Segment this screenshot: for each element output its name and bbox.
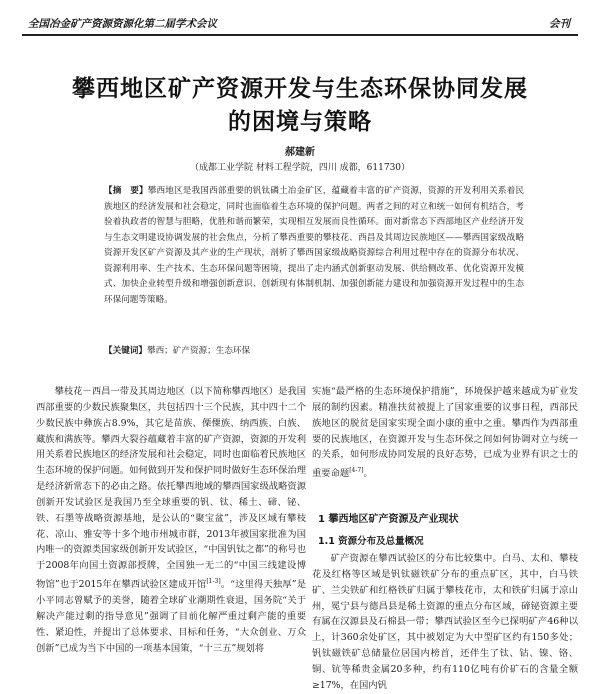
running-header bbox=[22, 12, 578, 36]
citation-1-3: [1-3] bbox=[206, 578, 221, 586]
intro-continuation-text: 实施“最严格的生态环境保护措施”，环境保护越来越成为矿业发展的制约因素。精准扶贫被提上了国家重要的议事日程，西部民族地区的脱贫是国家实现全面小康的重中之重。攀西作为西部重要的民族地区，在资源开发与生态环保之间如何协调对立与统一的关系，如何形成协同发展的良好态势，已成为业界有识之士的重要命题 bbox=[312, 386, 578, 480]
intro-text-part2: 。“这里得天独厚”是小平同志曾赋予的美誉，随着全球矿业潮期性衰退，国务院“关于解决产能过剩的指导意见”强调了目前化解严重过剩产能的重要性、紧迫性，并提出了总体要求、目标和任务，“大众创业、万众创新”已成为当下中国的一项基本国策，“十三五”规划将 bbox=[36, 579, 306, 654]
intro-continuation: 实施“最严格的生态环境保护措施”，环境保护越来越成为矿业发展的制约因素。精准扶贫被提上了国家重要的议事日程，西部民族地区的脱贫是国家实现全面小康的重中之重。攀西作为西部重要的民族地区，在资源开发与生态环保之间如何协调对立与统一的关系，如何形成协同发展的良好态势，已成为业界有识之士的重要命题[4-7]。 bbox=[312, 386, 578, 480]
author-name: 郝建新 bbox=[285, 147, 315, 158]
author-affiliation: （成都工业学院 材料工程学院，四川 成都，611730） bbox=[189, 163, 411, 173]
paper-title-line1: 攀西地区矿产资源开发与生态环保协同发展 bbox=[72, 76, 528, 102]
paper-title-line2: 的困境与策略 bbox=[228, 109, 372, 135]
abstract bbox=[104, 184, 524, 308]
keywords bbox=[104, 344, 524, 356]
keywords-tag: 【关键词】 bbox=[104, 346, 147, 356]
section-1-1-paragraph: 矿产资源在攀西试验区的分布比较集中。白马、太和、攀枝花及红格等区域是钒钛磁铁矿分布的重点矿区，其中，白马铁矿、兰尖铁矿和红格铁矿归属于攀枝花市，太和铁矿归属于凉山州，冕宁县与德昌县是稀土资源的重点分布区域，碲铋资源主要有属在汉源县及石棉县一带；攀西试验区至今已探明矿产46种以上，计360余处矿区，其中被划定为大中型矿区约有150多处；钒钛磁铁矿总储量位居国内榜首，还伴生了钛、钴、镍、铬、铜、钪等稀贵金属20多种，约有110亿吨有价矿石的含量全额≥17%，在国内钒 bbox=[312, 553, 578, 691]
keywords-text: 攀西；矿产资源；生态环保 bbox=[146, 346, 251, 356]
body-column-right-top bbox=[312, 384, 578, 482]
abstract-text: 攀西地区是我国西部重要的钒钛磷土冶金矿区，蕴藏着丰富的矿产资源，资源的开发利用关系着民族地区的经济发展和社会稳定，同时也面临着生态环境的保护问题。两者之间的对立和统一如何有机结合，考验着执政者的智慧与胆略，优胜和谐而繁荣，实现相互发展而良性循环。面对新常态下西部地区产业经济开发与生态文明建设协调发展的社会焦点，分析了攀西重要的攀枝花、西昌及其周边民族地区——攀西国家级战略资源开发区矿产资源及其产业的生产现状，剖析了攀西国家级战略资源综合利用过程中存在的资源分布状况、资源利用率、生产技术、生态环保问题等困境，提出了走内涵式创新驱动发展、供给侧改革、优化资源开发模式、加快企业转型升级和增强创新意识、创新现有体制机制、加强创新能力建设和加强资源开发过程中的生态环保问题等策略。 bbox=[104, 186, 524, 305]
section-heading-1: 1 攀西地区矿产资源及产业现状 bbox=[318, 514, 459, 525]
body-column-right-bottom bbox=[312, 551, 578, 694]
intro-text-part1: 攀枝花－西昌一带及其周边地区（以下简称攀西地区）是我国西部重要的少数民族聚集区，共包括四十三个民族，其中四十二个少数民族中彝族占8.9%，其它是苗族、傈僳族、纳西族、白族、藏族和满族等。攀西大裂谷蕴藏着丰富的矿产资源，资源的开发利用关系着民族地区的经济发展和社会稳定，同时也面临着民族地区生态环境的保护问题。如何做到开发和保护同时做好生态环保治理是经济新常态下的必由之路。依托攀西地域的攀西国家级战略资源创新开发试验区是我国乃至全球重要的钒、钛、稀土、碲、铋、铁、石墨等战略资源基地，是公认的“聚宝盆”，涉及区域有攀枝花、凉山、雅安等十多个地市州城市群，2013年被国家批准为国内唯一的资源类国家级创新开发试验区，“中国钒钛之都”的称号也于2008年向国土资源部授牌，全国独一无二的“中国三线建设博物馆”也于2015年在攀西试验区建成开馆 bbox=[36, 386, 306, 591]
intro-paragraph bbox=[36, 384, 306, 656]
body-column-left bbox=[36, 384, 306, 656]
citation-4-7: [4-7] bbox=[349, 467, 364, 475]
subsection-heading-1-1: 1.1 资源分布及总量概况 bbox=[318, 536, 424, 547]
header-conference-name: 全国冶金矿产资源资源化第二届学术会议 bbox=[28, 18, 217, 30]
abstract-tag: 【摘 要】 bbox=[104, 186, 148, 196]
header-section-label: 会刊 bbox=[549, 18, 570, 30]
